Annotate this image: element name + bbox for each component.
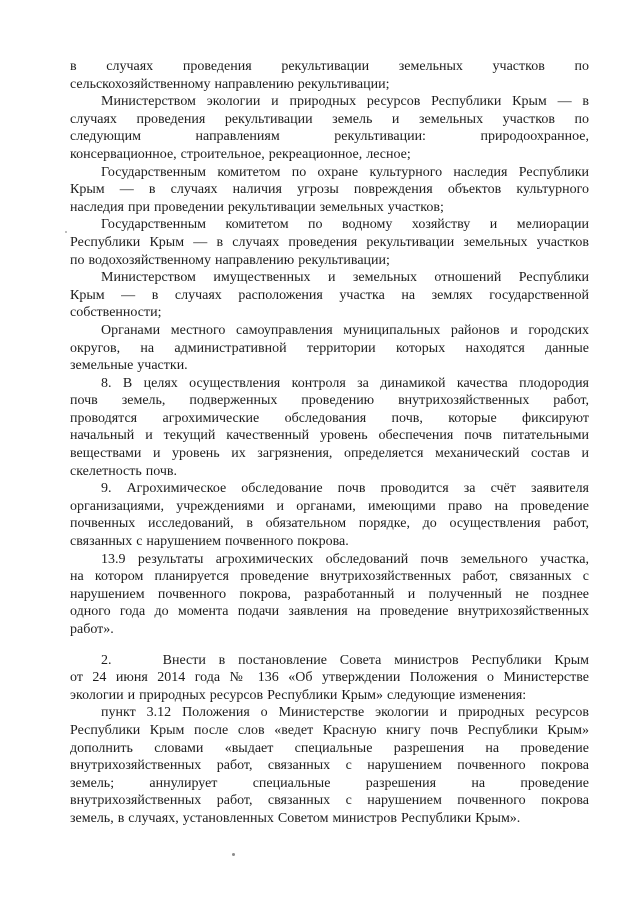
text-line: случаях проведения рекультивации земель и земельных участков по: [70, 111, 589, 127]
document-text-block: [70, 58, 589, 828]
text-line: почвенных исследований, в обязательном порядке, до осуществления работ,: [70, 516, 589, 532]
text-line: округов, на административной территории которых находятся данные: [70, 340, 589, 356]
paragraph-5: [70, 269, 589, 322]
text-line: консервационное, строительное, рекреационное, лесное;: [70, 146, 411, 162]
text-line: пункт 3.12 Положения о Министерстве экологии и природных ресурсов: [101, 705, 589, 721]
text-line: наследия при проведении рекультивации земельных участков;: [70, 199, 444, 215]
text-line: Министерством имущественных и земельных отношений Республики: [101, 270, 589, 286]
text-line: экологии и природных ресурсов Республики Крым» следующие изменения:: [70, 687, 527, 703]
text-line: связанных с нарушением почвенного покрова.: [70, 534, 349, 550]
text-line: организациями, учреждениями и органами, имеющими право на проведение: [70, 498, 589, 514]
text-line: Крым — в случаях расположения участка на землях государственной: [70, 287, 589, 303]
paragraph-8: [70, 480, 589, 550]
text-line: Государственным комитетом по охране культурного наследия Республики: [101, 164, 589, 180]
paragraph-9: [70, 551, 589, 639]
text-line: веществами и уровень их загрязнения, определяется механический состав и: [70, 446, 589, 462]
text-line: дополнить словами «выдает специальные разрешения на проведение: [70, 740, 589, 756]
text-line: почв земель, подверженных проведению внутрихозяйственных работ,: [70, 393, 589, 409]
text-line: 13.9 результаты агрохимических обследований почв земельного участка,: [101, 551, 589, 567]
text-line: Республики Крым — в случаях проведения рекультивации земельных участков: [70, 234, 589, 250]
text-line: нарушением почвенного покрова, разработанный и полученный не позднее: [70, 586, 589, 602]
paragraph-10: [70, 652, 589, 705]
text-line: Республики Крым после слов «ведет Красную книгу почв Республики Крым»: [70, 722, 589, 738]
scan-speck: [232, 853, 235, 856]
text-line: следующим направлениям рекультивации: природоохранное,: [70, 129, 589, 145]
scan-speck: [65, 231, 67, 233]
text-line: Органами местного самоуправления муниципальных районов и городских: [101, 322, 589, 338]
text-line: начальный и текущий качественный уровень обеспечения почв питательными: [70, 428, 589, 444]
text-line: Крым — в случаях наличия угрозы повреждения объектов культурного: [70, 182, 589, 198]
text-line: собственности;: [70, 305, 162, 321]
paragraph-7: [70, 375, 589, 481]
text-line: сельскохозяйственному направлению рекультивации;: [70, 76, 390, 92]
text-line: земельные участки.: [70, 358, 188, 374]
text-line: одного года до момента подачи заявления на проведение внутрихозяйственных: [70, 604, 589, 620]
text-line: проводятся агрохимические обследования почв, которые фиксируют: [70, 410, 589, 426]
text-line: земель; аннулирует специальные разрешения на проведение: [70, 775, 589, 791]
paragraph-2: [70, 93, 589, 163]
text-line: в случаях проведения рекультивации земельных участков по: [70, 59, 589, 74]
text-line: 8. В целях осуществления контроля за динамикой качества плодородия: [101, 375, 589, 391]
text-line: по водохозяйственному направлению рекультивации;: [70, 252, 390, 268]
text-line: Министерством экологии и природных ресурсов Республики Крым — в: [101, 94, 589, 110]
text-line: внутрихозяйственных работ, связанных с нарушением почвенного покрова: [70, 793, 589, 809]
paragraph-4: [70, 216, 589, 269]
text-line: Государственным комитетом по водному хозяйству и мелиорации: [101, 217, 589, 233]
paragraph-3: [70, 164, 589, 217]
text-line: земель, в случаях, установленных Советом министров Республики Крым».: [70, 810, 521, 826]
paragraph-1: [70, 58, 589, 93]
text-line: от 24 июня 2014 года № 136 «Об утверждении Положения о Министерстве: [70, 670, 589, 686]
text-line: 9. Агрохимическое обследование почв проводится за счёт заявителя: [101, 481, 589, 497]
text-line: внутрихозяйственных работ, связанных с нарушением почвенного покрова: [70, 758, 589, 774]
text-line: 2. Внести в постановление Совета министров Республики Крым: [101, 652, 589, 668]
paragraph-6: [70, 322, 589, 375]
text-line: работ».: [70, 622, 114, 637]
paragraph-11: [70, 704, 589, 827]
text-line: скелетность почв.: [70, 463, 178, 479]
text-line: на котором планируется проведение внутрихозяйственных работ, связанных с: [70, 569, 589, 585]
